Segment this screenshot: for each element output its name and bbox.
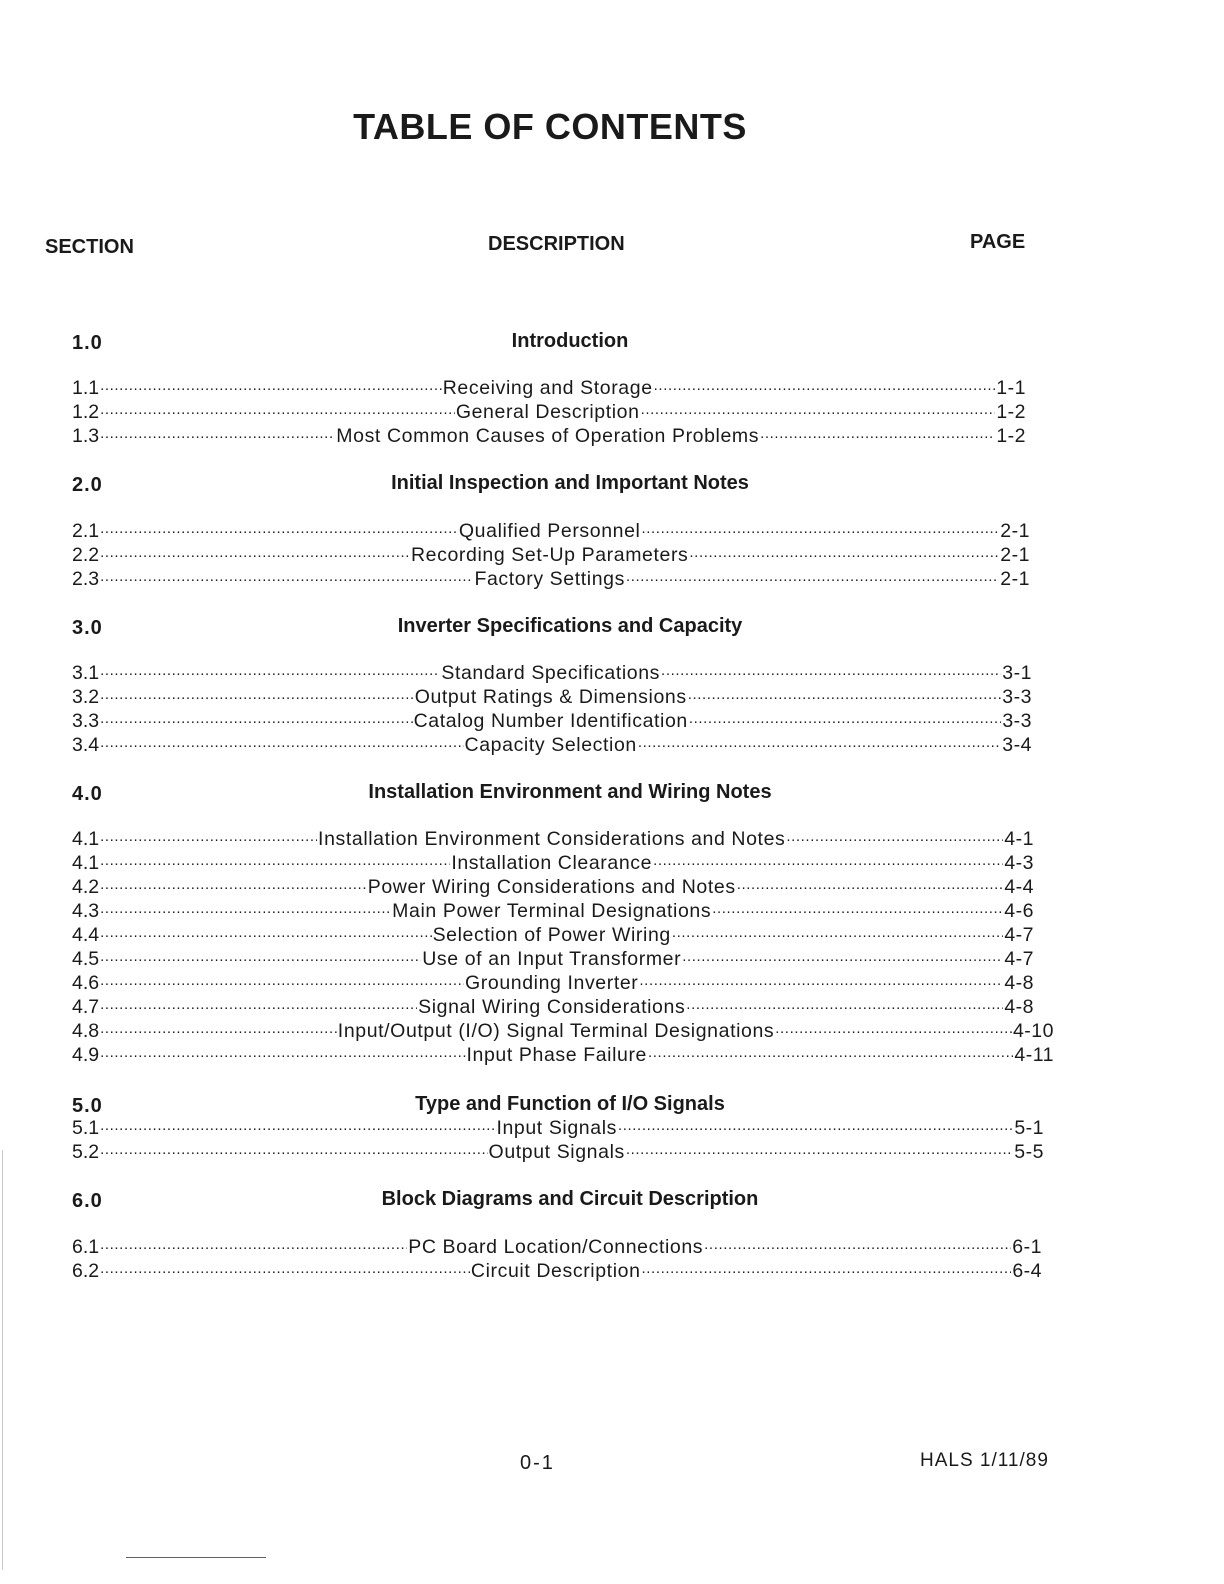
scan-edge-mark	[2, 1150, 3, 1570]
entry-title: Qualified Personnel	[458, 520, 641, 542]
entry-page: 2-1	[1000, 520, 1030, 542]
entry-title: Recording Set-Up Parameters	[411, 544, 689, 566]
entry-number: 4.1	[72, 828, 100, 850]
dot-leader	[100, 943, 421, 969]
dot-leader	[100, 515, 458, 541]
dot-leader	[100, 657, 440, 683]
section-column-header: SECTION	[45, 236, 134, 258]
entry-page: 3-3	[1002, 686, 1032, 708]
dot-leader	[100, 681, 414, 707]
dot-leader	[100, 705, 412, 731]
dot-leader	[626, 563, 999, 589]
entry-title: Most Common Causes of Operation Problems	[336, 425, 760, 447]
dot-leader	[638, 729, 1001, 755]
dot-leader	[648, 1039, 1013, 1065]
section-heading	[0, 472, 1224, 500]
dot-leader	[689, 705, 1001, 731]
dot-leader	[686, 991, 1003, 1017]
entry-title: Input/Output (I/O) Signal Terminal Designations	[337, 1020, 775, 1042]
entry-page: 4-10	[1012, 1020, 1054, 1042]
dot-leader	[712, 895, 1003, 921]
section-number: 5.0	[72, 1095, 103, 1117]
entry-title: Receiving and Storage	[442, 377, 653, 399]
entry-page: 4-7	[1004, 948, 1034, 970]
entry-number: 4.8	[72, 1020, 100, 1042]
dot-leader	[100, 991, 417, 1017]
section-number: 1.0	[72, 332, 103, 354]
entry-page: 4-8	[1004, 972, 1034, 994]
dot-leader	[100, 1015, 337, 1041]
dot-leader	[618, 1112, 1013, 1138]
entry-page: 1-1	[996, 377, 1026, 399]
toc-entry[interactable]	[72, 1259, 1042, 1283]
entry-title: Input Signals	[496, 1117, 617, 1139]
entry-number: 4.1	[72, 852, 100, 874]
entry-page: 1-2	[996, 425, 1026, 447]
dot-leader	[654, 372, 996, 398]
entry-number: 5.2	[72, 1141, 100, 1163]
entry-title: Standard Specifications	[441, 662, 661, 684]
dot-leader	[642, 1255, 1012, 1281]
entry-page: 5-5	[1014, 1141, 1044, 1163]
dot-leader	[100, 372, 442, 398]
entry-page: 3-1	[1002, 662, 1032, 684]
entry-number: 4.2	[72, 876, 100, 898]
entry-title: Input Phase Failure	[466, 1044, 648, 1066]
entry-page: 4-8	[1004, 996, 1034, 1018]
dot-leader	[100, 1039, 465, 1065]
entry-number: 5.1	[72, 1117, 100, 1139]
page-title: TABLE OF CONTENTS	[353, 106, 747, 147]
dot-leader	[100, 871, 367, 897]
description-column-header: DESCRIPTION	[488, 233, 625, 255]
section-title: Block Diagrams and Circuit Description	[381, 1188, 759, 1210]
toc-entry[interactable]	[72, 733, 1032, 757]
entry-number: 3.2	[72, 686, 100, 708]
entry-page: 4-4	[1004, 876, 1034, 898]
entry-title: Use of an Input Transformer	[422, 948, 682, 970]
dot-leader	[100, 1136, 487, 1162]
entry-title: General Description	[455, 401, 640, 423]
entry-number: 3.3	[72, 710, 100, 732]
entry-title: Main Power Terminal Designations	[392, 900, 712, 922]
section-title: Installation Environment and Wiring Notes	[368, 781, 772, 803]
entry-page: 3-3	[1002, 710, 1032, 732]
section-title: Type and Function of I/O Signals	[415, 1093, 725, 1115]
entry-page: 4-6	[1004, 900, 1034, 922]
entry-title: Output Ratings & Dimensions	[414, 686, 687, 708]
dot-leader	[737, 871, 1004, 897]
entry-page: 4-3	[1004, 852, 1034, 874]
entry-number: 4.7	[72, 996, 100, 1018]
page-column-header: PAGE	[970, 231, 1026, 253]
dot-leader	[100, 1231, 407, 1257]
dot-leader	[641, 396, 996, 422]
dot-leader	[672, 919, 1003, 945]
entry-number: 4.5	[72, 948, 100, 970]
entry-number: 1.1	[72, 377, 100, 399]
entry-number: 4.9	[72, 1044, 100, 1066]
entry-number: 2.2	[72, 544, 100, 566]
toc-entry[interactable]	[72, 567, 1030, 591]
dot-leader	[100, 563, 473, 589]
document-id: HALS 1/11/89	[920, 1450, 1049, 1471]
section-title: Introduction	[511, 330, 629, 352]
entry-number: 4.6	[72, 972, 100, 994]
entry-page: 4-11	[1014, 1044, 1054, 1066]
entry-number: 2.3	[72, 568, 100, 590]
entry-title: Power Wiring Considerations and Notes	[367, 876, 736, 898]
entry-number: 6.1	[72, 1236, 100, 1258]
entry-title: Catalog Number Identification	[413, 710, 688, 732]
dot-leader	[786, 823, 1003, 849]
entry-page: 6-1	[1012, 1236, 1042, 1258]
dot-leader	[100, 420, 335, 446]
section-heading	[0, 615, 1224, 643]
section-number: 2.0	[72, 474, 103, 496]
dot-leader	[682, 943, 1003, 969]
dot-leader	[653, 847, 1003, 873]
entry-title: Selection of Power Wiring	[432, 924, 671, 946]
entry-number: 4.4	[72, 924, 100, 946]
dot-leader	[100, 1255, 470, 1281]
entry-title: Factory Settings	[474, 568, 625, 590]
dot-leader	[100, 539, 410, 565]
entry-number: 1.2	[72, 401, 100, 423]
dot-leader	[100, 847, 450, 873]
dot-leader	[642, 515, 1000, 541]
entry-number: 6.2	[72, 1260, 100, 1282]
entry-number: 3.4	[72, 734, 100, 756]
section-number: 6.0	[72, 1190, 103, 1212]
entry-title: PC Board Location/Connections	[408, 1236, 704, 1258]
entry-page: 6-4	[1012, 1260, 1042, 1282]
page-number: 0-1	[520, 1452, 555, 1474]
section-heading	[0, 781, 1224, 809]
entry-title: Output Signals	[488, 1141, 625, 1163]
section-heading	[0, 1188, 1224, 1216]
toc-entry[interactable]	[72, 1140, 1044, 1164]
entry-title: Installation Clearance	[451, 852, 653, 874]
dot-leader	[639, 967, 1003, 993]
dot-leader	[100, 396, 455, 422]
dot-leader	[688, 681, 1002, 707]
entry-number: 2.1	[72, 520, 100, 542]
entry-page: 1-2	[996, 401, 1026, 423]
dot-leader	[100, 919, 431, 945]
dot-leader	[100, 1112, 495, 1138]
entry-page: 2-1	[1000, 544, 1030, 566]
entry-title: Installation Environment Considerations and Notes	[318, 828, 786, 850]
entry-title: Capacity Selection	[464, 734, 637, 756]
dot-leader	[100, 823, 317, 849]
entry-page: 5-1	[1014, 1117, 1044, 1139]
entry-title: Signal Wiring Considerations	[418, 996, 686, 1018]
footer-rule	[126, 1557, 266, 1558]
dot-leader	[689, 539, 999, 565]
toc-entry[interactable]	[72, 1043, 1054, 1067]
dot-leader	[775, 1015, 1012, 1041]
entry-number: 3.1	[72, 662, 100, 684]
dot-leader	[760, 420, 995, 446]
section-heading	[0, 330, 1224, 358]
section-number: 4.0	[72, 783, 103, 805]
entry-number: 4.3	[72, 900, 100, 922]
entry-page: 3-4	[1002, 734, 1032, 756]
section-number: 3.0	[72, 617, 103, 639]
dot-leader	[100, 729, 463, 755]
entry-title: Grounding Inverter	[465, 972, 639, 994]
entry-title: Circuit Description	[470, 1260, 641, 1282]
entry-page: 4-1	[1004, 828, 1034, 850]
toc-entry[interactable]	[72, 424, 1026, 448]
section-title: Inverter Specifications and Capacity	[397, 615, 743, 637]
dot-leader	[704, 1231, 1011, 1257]
entry-page: 2-1	[1000, 568, 1030, 590]
dot-leader	[626, 1136, 1013, 1162]
dot-leader	[100, 895, 391, 921]
entry-page: 4-7	[1004, 924, 1034, 946]
dot-leader	[100, 967, 464, 993]
dot-leader	[661, 657, 1001, 683]
section-title: Initial Inspection and Important Notes	[391, 472, 749, 494]
entry-number: 1.3	[72, 425, 100, 447]
